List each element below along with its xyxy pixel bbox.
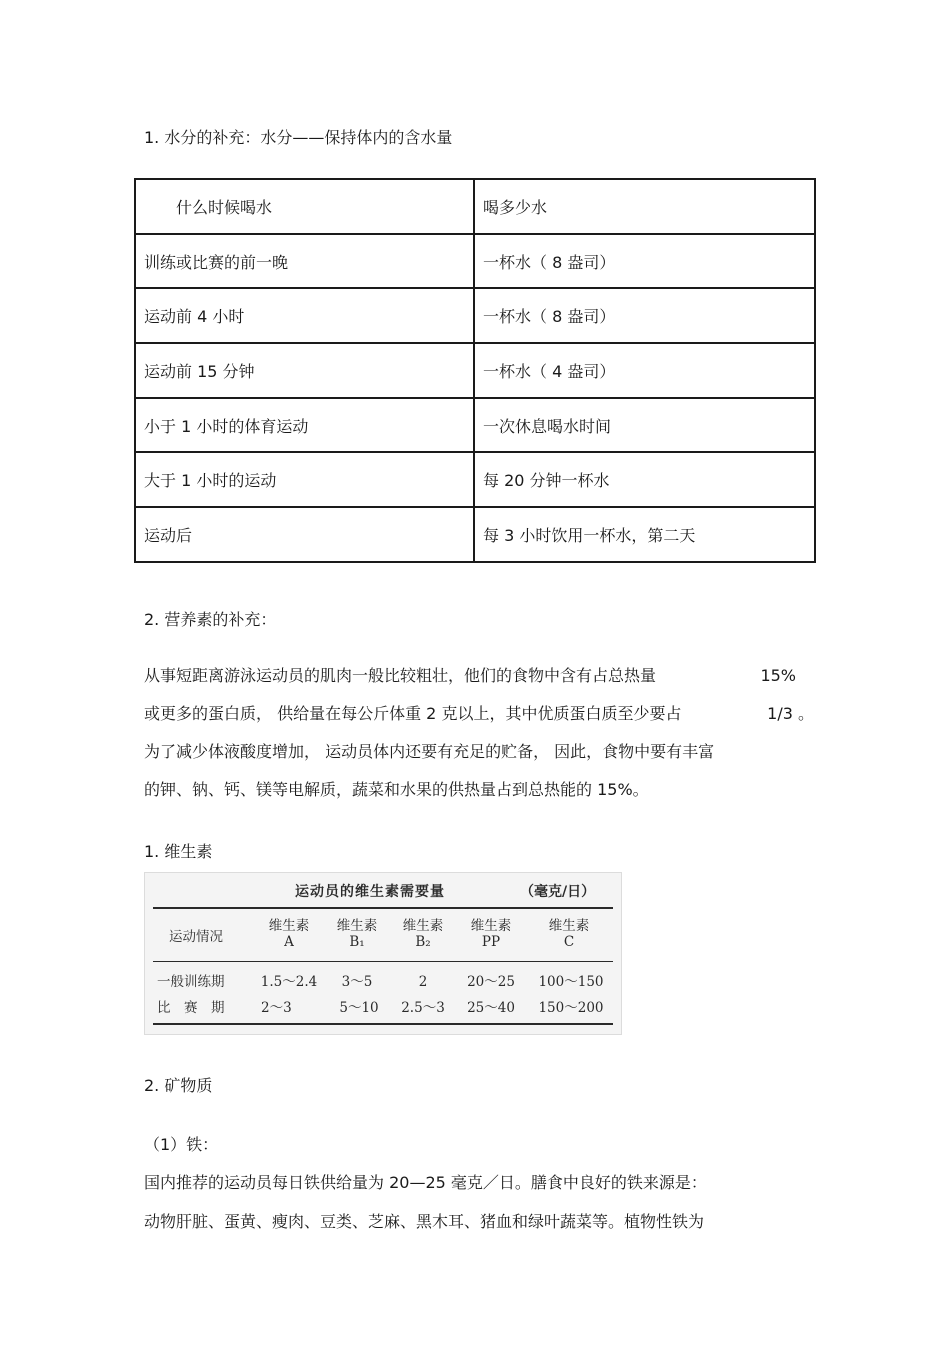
vitamin-requirement-table	[144, 872, 622, 1035]
paragraph-text: 的钾、钠、钙、镁等电解质，蔬菜和水果的供热量占到总热能的 15%。	[144, 780, 649, 799]
value-cell: 1.5～2.4	[260, 974, 318, 990]
column-header-line: C	[563, 934, 575, 950]
paragraph-text: 从事短距离游泳运动员的肌肉一般比较粗壮，他们的食物中含有占总热量	[144, 666, 657, 685]
paragraph-text: 或更多的蛋白质， 供给量在每公斤体重 2 克以上，其中优质蛋白质至少要占	[144, 704, 682, 723]
iron-text-line: 国内推荐的运动员每日铁供给量为 20—25 毫克／日。膳食中良好的铁来源是：	[144, 1173, 707, 1192]
vitamin-table-title: 运动员的维生素需要量	[295, 884, 445, 900]
column-header-activity: 运动情况	[169, 929, 223, 945]
value-cell: 2.5～3	[401, 1000, 445, 1016]
column-header-line: 维生素	[336, 918, 378, 934]
column-header-vitamin-a	[257, 918, 321, 950]
value-cell: 20～25	[467, 974, 515, 990]
paragraph-line	[144, 657, 814, 695]
paragraph-value: 1/3 。	[767, 704, 814, 723]
column-header-line: 维生素	[470, 918, 512, 934]
paragraph-text: 为了减少体液酸度增加， 运动员体内还要有充足的贮备， 因此，食物中要有丰富	[144, 742, 715, 761]
header-how-much: 喝多少水	[474, 179, 815, 234]
table-row	[135, 343, 815, 398]
table-cell-when: 大于 1 小时的运动	[135, 452, 474, 507]
row-label-competition: 比 赛 期	[157, 1000, 225, 1016]
column-header-line: B₁	[349, 934, 365, 950]
column-header-vitamin-b1	[325, 918, 389, 950]
table-cell-when: 运动前 15 分钟	[135, 343, 474, 398]
table-cell-when: 训练或比赛的前一晚	[135, 234, 474, 289]
value-cell: 5～10	[339, 1000, 379, 1016]
column-header-vitamin-b2	[391, 918, 455, 950]
column-header-line: PP	[481, 934, 501, 950]
column-header-line: 维生素	[268, 918, 310, 934]
column-header-vitamin-c	[537, 918, 601, 950]
table-bottom-rule	[153, 1023, 613, 1025]
paragraph-line	[144, 771, 814, 809]
column-header-line: B₂	[415, 934, 431, 950]
section-heading-vitamins: 1. 维生素	[144, 842, 213, 861]
table-cell-amount: 每 20 分钟一杯水	[474, 452, 815, 507]
table-row	[135, 288, 815, 343]
table-cell-amount: 一杯水（ 8 盎司）	[474, 288, 815, 343]
iron-text-line: 动物肝脏、蛋黄、瘦肉、豆类、芝麻、黑木耳、猪血和绿叶蔬菜等。植物性铁为	[144, 1212, 705, 1231]
value-cell: 150～200	[538, 1000, 604, 1016]
value-cell: 2～3	[261, 1000, 292, 1016]
value-cell: 25～40	[467, 1000, 515, 1016]
table-cell-when: 小于 1 小时的体育运动	[135, 398, 474, 453]
row-label-training: 一般训练期	[157, 974, 225, 990]
column-header-vitamin-pp	[459, 918, 523, 950]
table-row	[135, 452, 815, 507]
table-row	[135, 398, 815, 453]
table-row	[135, 507, 815, 562]
value-cell: 100～150	[538, 974, 604, 990]
value-cell: 2	[418, 974, 428, 990]
table-cell-amount: 每 3 小时饮用一杯水，第二天	[474, 507, 815, 562]
subheading-iron: （1）铁：	[144, 1135, 219, 1154]
section-heading-minerals: 2. 矿物质	[144, 1076, 213, 1095]
column-header-line: A	[284, 934, 294, 950]
column-header-line: 维生素	[402, 918, 444, 934]
table-top-rule	[153, 907, 613, 909]
table-row	[135, 234, 815, 289]
column-header-line: 维生素	[548, 918, 590, 934]
section-heading-nutrients: 2. 营养素的补充：	[144, 610, 277, 629]
table-cell-when: 运动前 4 小时	[135, 288, 474, 343]
value-cell: 3～5	[341, 974, 373, 990]
table-header-rule	[153, 961, 613, 962]
section-heading-water: 1. 水分的补充：水分——保持体内的含水量	[144, 128, 453, 147]
table-cell-amount: 一次休息喝水时间	[474, 398, 815, 453]
table-header-row	[135, 179, 815, 234]
table-cell-when: 运动后	[135, 507, 474, 562]
paragraph-value: 15%	[760, 666, 796, 685]
vitamin-table-unit: （毫克/日）	[520, 884, 596, 900]
paragraph-line	[144, 733, 814, 771]
nutrient-paragraph	[144, 657, 814, 809]
paragraph-line	[144, 695, 814, 733]
water-intake-table	[134, 178, 816, 563]
table-cell-amount: 一杯水（ 8 盎司）	[474, 234, 815, 289]
header-when-to-drink: 什么时候喝水	[135, 179, 474, 234]
table-cell-amount: 一杯水（ 4 盎司）	[474, 343, 815, 398]
